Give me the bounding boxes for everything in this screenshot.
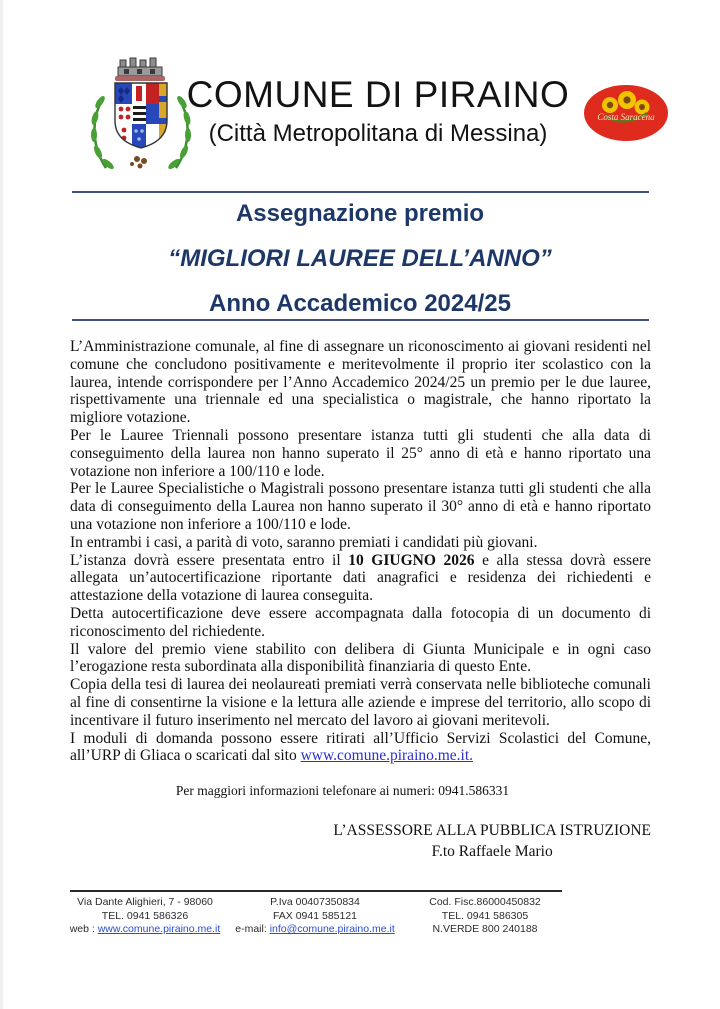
footer-tel-1: TEL. 0941 586326: [101, 909, 189, 922]
body-paragraph: [70, 676, 651, 729]
header-text-block: [166, 74, 590, 149]
footer-nverde: N.VERDE 800 240188: [432, 923, 538, 935]
title-line-2: “MIGLIORI LAUREE DELL’ANNO”: [168, 245, 552, 272]
body-text-run: Il valore del premio viene stabilito con delibera di Giunta Municipale e in ogni caso l’erogazione resta subordinata alla disponibilità finanziaria di questo Ente.: [70, 640, 651, 676]
footer-web-link[interactable]: www.comune.piraino.me.it: [97, 923, 221, 935]
footer-column-address: [60, 896, 230, 937]
body-text-run: Per le Lauree Specialistiche o Magistrali possono presentare istanza tutti gli studenti che alla data di conseguimento della Laurea non hanno superato il 30° anno di età e hanno riportato una votazione non inferiore a 100/110 e lode.: [70, 480, 651, 533]
footer-email-row: [230, 923, 400, 937]
body-text-run: In entrambi i casi, a parità di voto, saranno premiati i candidati più giovani.: [70, 533, 538, 551]
title-line-1: Assegnazione premio: [235, 200, 485, 227]
body-text-run: I moduli di domanda possono essere ritirati all’Ufficio Servizi Scolastici del Comune, all’URP di Gliaca o scaricati dal sito: [70, 729, 651, 765]
footer-column-fiscal: [230, 896, 400, 937]
footer-rule: [70, 890, 562, 892]
info-phone-line: Per maggiori informazioni telefonare ai numeri: 0941.586331: [175, 783, 510, 798]
body-text-run: L’istanza dovrà essere presentata entro il: [70, 551, 349, 569]
body-text-run: e alla stessa dovrà essere allegata un’autocertificazione riportante dati anagrafici e residenza dei richiedenti e attestazione della votazione di laurea conseguita.: [70, 551, 651, 605]
body-paragraph: [70, 534, 651, 552]
footer-column-codes: [400, 896, 570, 937]
document-title-block: [0, 200, 720, 318]
footer-email-link[interactable]: info@comune.piraino.me.it: [269, 923, 395, 935]
body-paragraph: [70, 641, 651, 677]
municipality-name: COMUNE DI PIRAINO: [186, 74, 570, 115]
body-paragraph: [70, 730, 651, 766]
signature-role: L’ASSESSORE ALLA PUBBLICA ISTRUZIONE: [333, 822, 651, 839]
footer-web-row: [60, 923, 230, 937]
footer-email-label: e-mail:: [235, 923, 270, 935]
title-line-3: Anno Accademico 2024/25: [209, 290, 511, 317]
document-body: [70, 338, 651, 765]
municipality-subtitle: (Città Metropolitana di Messina): [208, 120, 548, 147]
body-text-run: Copia della tesi di laurea dei neolaureati premiati verrà conservata nelle biblioteche comunali al fine di consentirne la visione e la lettura alle aziende e imprese del territorio, allo scopo di incentivare il futuro inserimento nel mercato del lavoro ai giovani meritevoli.: [70, 676, 651, 729]
body-text-run: Detta autocertificazione deve essere accompagnata dalla fotocopia di un documento di riconoscimento del richiedente.: [70, 604, 651, 640]
footer-web-label: web :: [69, 923, 98, 935]
body-paragraph: [70, 338, 651, 427]
body-paragraph: [70, 480, 651, 533]
footer-piva: P.Iva 00407350834: [270, 896, 360, 908]
divider-rule-bottom: [72, 319, 649, 321]
footer-tel-2: TEL. 0941 586305: [441, 909, 529, 922]
body-text-run: Per le Lauree Triennali possono presentare istanza tutti gli studenti che alla data di conseguimento della laurea non hanno superato il 25° anno di età e hanno riportato una votazione non inferiore a 100/110 e lode.: [70, 426, 651, 480]
body-paragraph: [70, 427, 651, 480]
footer-fax: FAX 0941 585121: [272, 909, 358, 922]
footer-contact-block: [60, 896, 570, 937]
footer-codfisc: Cod. Fisc.86000450832: [429, 896, 541, 908]
body-text-run: L’Amministrazione comunale, al fine di assegnare un riconoscimento ai giovani residenti nel comune che concludono positivamente e meritevolmente il proprio iter scolastico con la laurea, intende corrispondere per l’Anno Accademico 2024/25 un premio per le due lauree, rispettivamente una triennale ed una specialistica o magistrale, che hanno riportato la migliore votazione.: [70, 338, 651, 427]
signature-name: F.to Raffaele Mario: [431, 843, 553, 860]
costa-saracena-logo-icon: [583, 83, 669, 143]
body-bold-text: 10 GIUGNO 2026: [348, 551, 475, 569]
signature-block: [70, 820, 651, 862]
divider-rule-top: [72, 191, 649, 193]
footer-address: Via Dante Alighieri, 7 - 98060: [77, 896, 213, 908]
scan-edge-artifact: [0, 0, 3, 1009]
logo-text: Costa Saracena: [597, 112, 655, 122]
body-paragraph: [70, 605, 651, 641]
body-website-link[interactable]: www.comune.piraino.me.it.: [300, 747, 474, 765]
body-paragraph: [70, 552, 651, 605]
